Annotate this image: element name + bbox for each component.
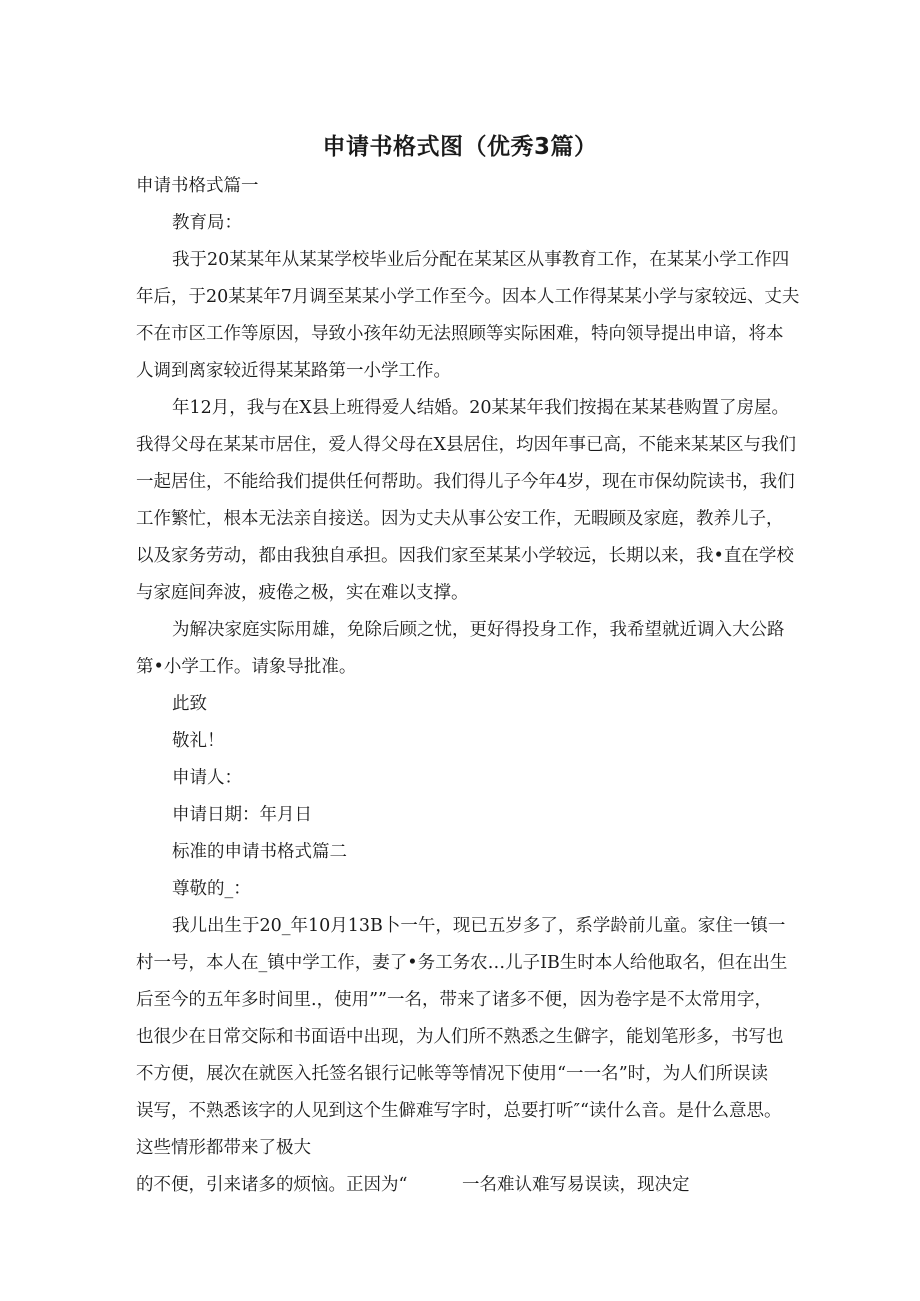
paragraph-line: 年后，于20某某年7月调至某某小学工作至今。因本人工作得某某小学与家较远、丈夫 bbox=[136, 287, 800, 307]
paragraph-line: 工作繁忙，根本无法亲自接送。因为丈夫从事公安工作，无暇顾及家庭，教养儿子， bbox=[136, 509, 784, 529]
paragraph-line: 不在市区工作等原因，导致小孩年幼无法照顾等实际困难，特向领导提出申谙，将本 bbox=[136, 324, 784, 344]
paragraph-line: 一起居住，不能给我们提供任何帮助。我们得儿子今年4岁，现在市保幼院读书，我们 bbox=[136, 472, 795, 492]
salutation: 尊敬的_： bbox=[172, 879, 251, 899]
paragraph-line: 与家庭间奔波，疲倦之极，实在难以支撑。 bbox=[136, 583, 469, 603]
paragraph-line: 人调到离家较近得某某路第一小学工作。 bbox=[136, 361, 451, 381]
date-label: 申请日期：年月日 bbox=[172, 805, 312, 825]
paragraph-line: 我于20某某年从某某学校毕业后分配在某某区从事教育工作，在某某小学工作四 bbox=[172, 250, 790, 270]
applicant-label: 申请人： bbox=[172, 768, 242, 788]
page-title: 申请书格式图（优秀3篇） bbox=[322, 134, 598, 160]
paragraph-line: 一名难认难写易误读，现决定 bbox=[462, 1175, 690, 1195]
paragraph-line: 这些情形都带来了极大 bbox=[136, 1138, 311, 1158]
paragraph-line: 我儿出生于20_年10月13B卜一午，现已五岁多了，系学龄前儿童。家住一镇一 bbox=[172, 916, 786, 936]
paragraph-line: 误写，不熟悉该字的人见到这个生僻难写字时，总要打听″“读什么音。是什么意思。 bbox=[136, 1101, 782, 1121]
closing-line: 敬礼！ bbox=[172, 731, 225, 751]
section-heading: 申请书格式篇一 bbox=[136, 176, 259, 196]
paragraph-line: 不方便，展次在就医入托签名银行记帐等等情况下使用“一一名”时，为人们所误读 bbox=[136, 1064, 768, 1084]
paragraph-line: 的不便，引来诸多的烦恼。正因为“ bbox=[136, 1175, 408, 1195]
salutation: 教育局： bbox=[172, 213, 242, 233]
paragraph-line: 年12月，我与在X县上班得爱人结婚。20某某年我们按揭在某某巷购置了房屋。 bbox=[172, 398, 789, 418]
paragraph-line: 以及家务劳动，都由我独自承担。因我们家至某某小学较远，长期以来，我•直在学校 bbox=[136, 546, 794, 566]
closing-line: 此致 bbox=[172, 694, 207, 714]
section-heading: 标准的申请书格式篇二 bbox=[172, 842, 347, 862]
paragraph-line: 为解决家庭实际用雄，免除后顾之忧，更好得投身工作，我希望就近调入大公路 bbox=[172, 620, 785, 640]
paragraph-line: 我得父母在某某市居住，爱人得父母在X县居住，均因年事已高，不能来某某区与我们 bbox=[136, 435, 796, 455]
paragraph-line: 第•小学工作。请象导批准。 bbox=[136, 657, 357, 677]
paragraph-line: 也很少在日常交际和书面语中出现，为人们所不熟悉之生僻字，能划笔形多，书写也 bbox=[136, 1027, 784, 1047]
paragraph-line: 后至今的五年多时间里.，使用””一名，带来了诸多不便，因为卷字是不太常用字， bbox=[136, 990, 772, 1010]
paragraph-line: 村一号，本人在_镇中学工作，妻了•务工务农…儿子IB生时本人给他取名，但在出生 bbox=[136, 953, 788, 973]
